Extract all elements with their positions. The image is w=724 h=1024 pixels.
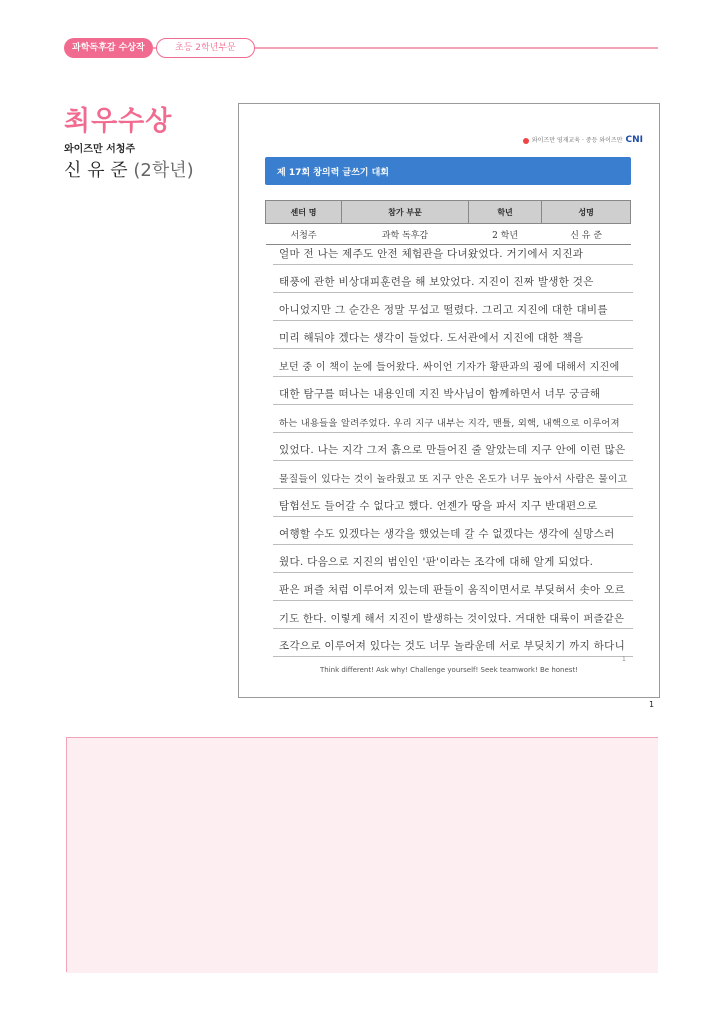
essay-line-text: 미리 해둬야 겠다는 생각이 들었다. 도서관에서 지진에 대한 책을 [279, 332, 584, 344]
table-header-row [266, 201, 631, 224]
table-cell: 신 유 준 [542, 224, 631, 245]
table-cell: 2 학년 [468, 224, 541, 245]
scanned-essay [238, 103, 660, 698]
essay-line [273, 600, 633, 629]
logo-text: 와이즈만 영재교육 · 중등 와이즈만 [531, 137, 623, 144]
table-cell: 서청주 [266, 224, 342, 245]
category-badge: 과학독후감 수상작 [64, 38, 153, 58]
page-number: 1 [649, 700, 655, 709]
essay-line [273, 264, 633, 293]
student-name: 신 유 준 [64, 160, 128, 181]
essay-line-text: 기도 한다. 이렇게 해서 지진이 발생하는 것이었다. 거대한 대륙이 퍼즐같은 [279, 613, 625, 625]
essay-line-text: 아니었지만 그 순간은 정말 무섭고 떨렸다. 그리고 지진에 대한 대비를 [279, 304, 608, 316]
student-info [64, 156, 194, 182]
essay-line-text: 얼마 전 나는 제주도 안전 체험관을 다녀왔었다. 거기에서 지진과 [279, 248, 584, 260]
scan-page-number: 1 [622, 656, 626, 663]
separator-dot [147, 44, 151, 48]
essay-line [273, 404, 633, 433]
essay-line [273, 460, 633, 489]
essay-line [273, 488, 633, 517]
essay-line [273, 432, 633, 461]
essay-line [273, 572, 633, 601]
logo-icon [523, 138, 529, 144]
award-title: 최우수상 [64, 106, 173, 137]
essay-line-text: 물질들이 있다는 것이 놀라웠고 또 지구 안은 온도가 너무 높아서 사람은 물이고 [279, 474, 628, 485]
table-header: 참가 부문 [342, 201, 469, 224]
center-name: 와이즈만 서청주 [64, 144, 136, 155]
organizer-logo [523, 135, 643, 145]
table-header: 학년 [468, 201, 541, 224]
student-grade: (2학년) [133, 160, 194, 181]
table-header: 센터 명 [266, 201, 342, 224]
essay-line [273, 236, 633, 265]
essay-line-text: 하는 내용들을 알려주었다. 우리 지구 내부는 지각, 맨틀, 외핵, 내핵으로 이루어져 [279, 418, 620, 429]
header-rule [66, 47, 658, 49]
essay-line [273, 628, 633, 657]
essay-line-text: 판은 퍼즐 처럼 이루어져 있는데 판들이 움직이면서로 부딪혀서 솟아 오르 [279, 584, 626, 596]
essay-line [273, 348, 633, 377]
essay-line-text: 여행할 수도 있겠다는 생각을 했었는데 갈 수 없겠다는 생각에 실망스러 [279, 528, 615, 540]
pink-panel [66, 737, 658, 973]
essay-line-text: 있었다. 나는 지각 그저 흙으로 만들어진 줄 알았는데 지구 안에 이런 많은 [279, 444, 626, 456]
essay-line [273, 320, 633, 349]
essay-line [273, 376, 633, 405]
contest-title-bar [265, 157, 631, 185]
panel-left-border [66, 737, 67, 972]
essay-line-text: 웠다. 다음으로 지진의 범인인 '판'이라는 조각에 대해 알게 되었다. [279, 556, 594, 568]
logo-brand: CNI [625, 135, 643, 145]
grade-category-label: 초등 2학년부문 [156, 38, 255, 58]
table-header: 성명 [542, 201, 631, 224]
table-cell: 과학 독후감 [342, 224, 469, 245]
essay-line-text: 보던 중 이 책이 눈에 들어왔다. 싸이언 기자가 황판과의 굉에 대해서 지진에 [279, 362, 620, 373]
essay-line [273, 544, 633, 573]
motto-footer: Think different! Ask why! Challenge yourself! Seek teamwork! Be honest! [320, 666, 578, 674]
essay-line-text: 탐험선도 들어갈 수 없다고 했다. 언젠가 땅을 파서 지구 반대편으로 [279, 500, 598, 512]
essay-line [273, 292, 633, 321]
essay-line [273, 516, 633, 545]
essay-line-text: 태풍에 관한 비상대피훈련을 해 보았었다. 지진이 진짜 발생한 것은 [279, 276, 594, 288]
essay-line-text: 대한 탐구를 떠나는 내용인데 지진 박사님이 함께하면서 너무 궁금해 [279, 388, 601, 400]
essay-line-text: 조각으로 이루어져 있다는 것도 너무 놀라운데 서로 부딪치기 까지 하다니 [279, 640, 626, 652]
contest-title: 제 17회 창의력 글쓰기 대회 [277, 168, 389, 178]
